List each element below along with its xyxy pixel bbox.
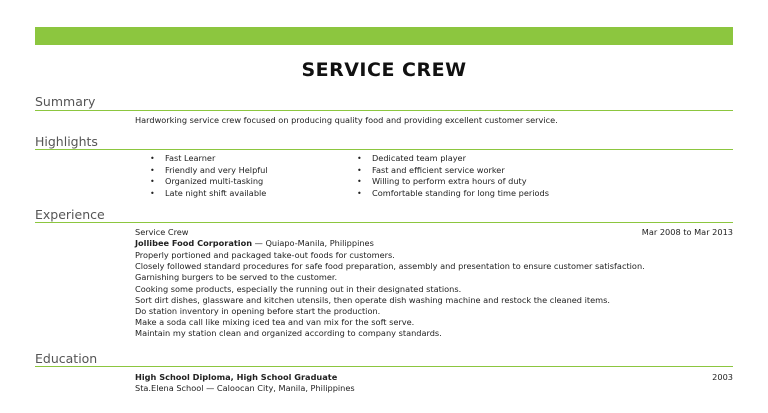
list-item: Maintain my station clean and organized according to company standards. [135, 328, 442, 339]
list-item: • Fast Learner [150, 153, 216, 163]
school-name: Sta.Elena School [135, 383, 204, 393]
job-duties-list [135, 250, 645, 340]
list-item: • Organized multi-tasking [150, 176, 264, 186]
list-item: Make a soda call like mixing iced tea and van mix for the soft serve. [135, 317, 415, 328]
list-item: Properly portioned and packaged take-out foods for customers. [135, 250, 395, 260]
experience-divider [35, 222, 733, 223]
job-company-line [135, 238, 374, 249]
summary-divider [35, 110, 733, 111]
company-location: Quiapo-Manila, Philippines [265, 238, 374, 248]
job-title: Service Crew [135, 227, 189, 237]
education-degree: High School Diploma, High School Graduate [135, 372, 338, 382]
resume-title: SERVICE CREW [301, 59, 467, 81]
list-item: • Fast and efficient service worker [357, 164, 505, 175]
list-item: Do station inventory in opening before start the production. [135, 306, 381, 317]
list-item: Garnishing burgers to be served to the customer. [135, 272, 338, 283]
school-separator: — [203, 383, 217, 393]
bullet-icon: • [357, 154, 362, 163]
summary-heading: Summary [35, 94, 96, 109]
bullet-icon: • [150, 177, 155, 186]
experience-heading: Experience [35, 207, 105, 222]
summary-text: Hardworking service crew focused on producing quality food and providing excellent customer service. [135, 115, 558, 125]
company-name: Jollibee Food Corporation [135, 238, 253, 248]
education-heading: Education [35, 351, 98, 366]
list-item: • Willing to perform extra hours of duty [357, 176, 527, 186]
list-item: • Dedicated team player [357, 153, 466, 163]
highlights-left-list [150, 153, 268, 199]
list-item: Cooking some products, especially the running out in their designated stations. [135, 283, 462, 294]
list-item: Closely followed standard procedures for safe food preparation, assembly and presentation to ensure customer satisfaction. [135, 261, 645, 272]
highlights-divider [35, 149, 733, 150]
school-location: Caloocan City, Manila, Philippines [216, 383, 355, 393]
bullet-icon: • [357, 177, 362, 186]
list-item: Sort dirt dishes, glassware and kitchen utensils, then operate dish washing machine and restock the cleaned items. [135, 294, 610, 305]
highlights-heading: Highlights [35, 134, 98, 149]
education-year: 2003 [712, 372, 733, 382]
bullet-icon: • [150, 188, 155, 198]
bullet-icon: • [357, 188, 362, 198]
education-school-line [135, 383, 355, 394]
list-item: • Late night shift available [150, 187, 267, 198]
list-item: • Comfortable standing for long time periods [357, 187, 550, 198]
job-dates: Mar 2008 to Mar 2013 [641, 227, 733, 237]
header-accent-bar [35, 27, 733, 45]
education-divider [35, 366, 733, 367]
highlights-right-list [357, 153, 549, 199]
bullet-icon: • [357, 165, 362, 175]
bullet-icon: • [150, 165, 155, 175]
bullet-icon: • [150, 154, 155, 163]
company-separator: — [252, 238, 266, 248]
list-item: • Friendly and very Helpful [150, 164, 268, 175]
